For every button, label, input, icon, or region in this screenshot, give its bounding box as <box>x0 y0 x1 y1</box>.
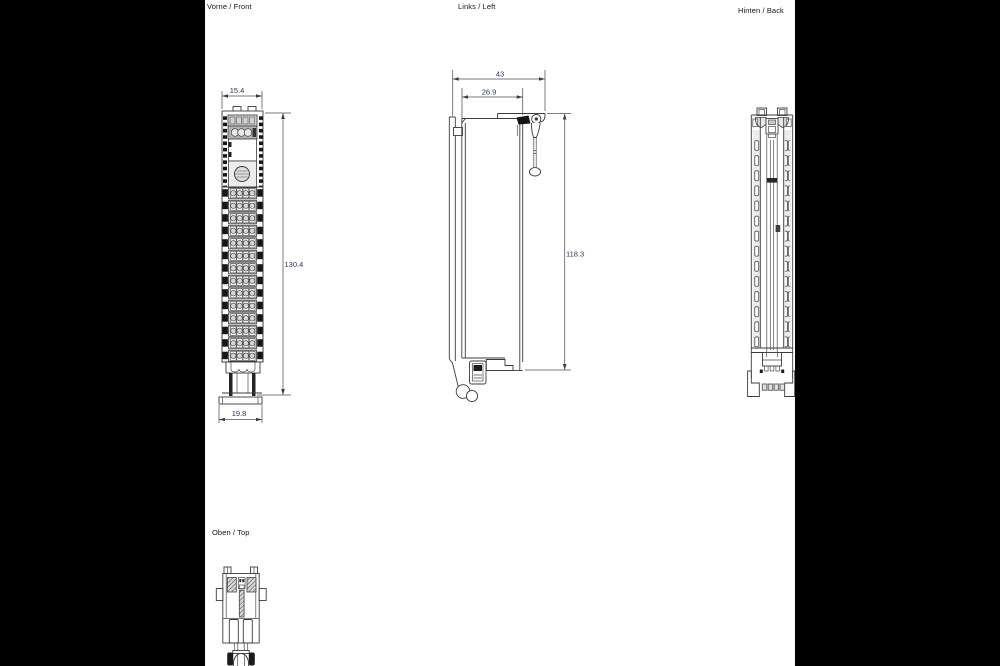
back-module-body <box>751 108 792 378</box>
left-module-foot <box>449 358 522 402</box>
left-view-drawing <box>430 60 600 410</box>
back-module-foot <box>748 348 795 397</box>
front-dim-top <box>222 86 262 109</box>
top-module-clamp <box>227 643 255 666</box>
front-module-body <box>222 107 263 363</box>
front-view-drawing <box>205 85 305 430</box>
top-module-body <box>216 567 266 643</box>
left-dim-total <box>453 70 545 117</box>
front-dim-bottom-width: 19.8 <box>231 409 247 418</box>
left-dim-total-width: 43 <box>495 69 505 79</box>
top-view-label: Oben / Top <box>212 528 250 537</box>
left-module-body <box>449 114 545 371</box>
front-view-label: Vorne / Front <box>207 2 252 11</box>
back-view-drawing <box>735 100 795 410</box>
front-dim-top-width: 15.4 <box>229 86 245 95</box>
left-dim-upper-width: 26.9 <box>481 87 497 97</box>
back-view-label: Hinten / Back <box>738 6 784 15</box>
letterbox-right <box>795 0 1000 666</box>
front-dim-right <box>257 113 303 395</box>
front-dim-right-height: 130.4 <box>284 260 304 269</box>
left-dim-height-value: 118.3 <box>566 249 585 259</box>
left-view-label: Links / Left <box>458 2 496 11</box>
top-view-drawing <box>205 560 295 666</box>
front-dim-bottom <box>219 405 262 423</box>
letterbox-left <box>0 0 205 666</box>
front-module-foot <box>219 362 262 404</box>
